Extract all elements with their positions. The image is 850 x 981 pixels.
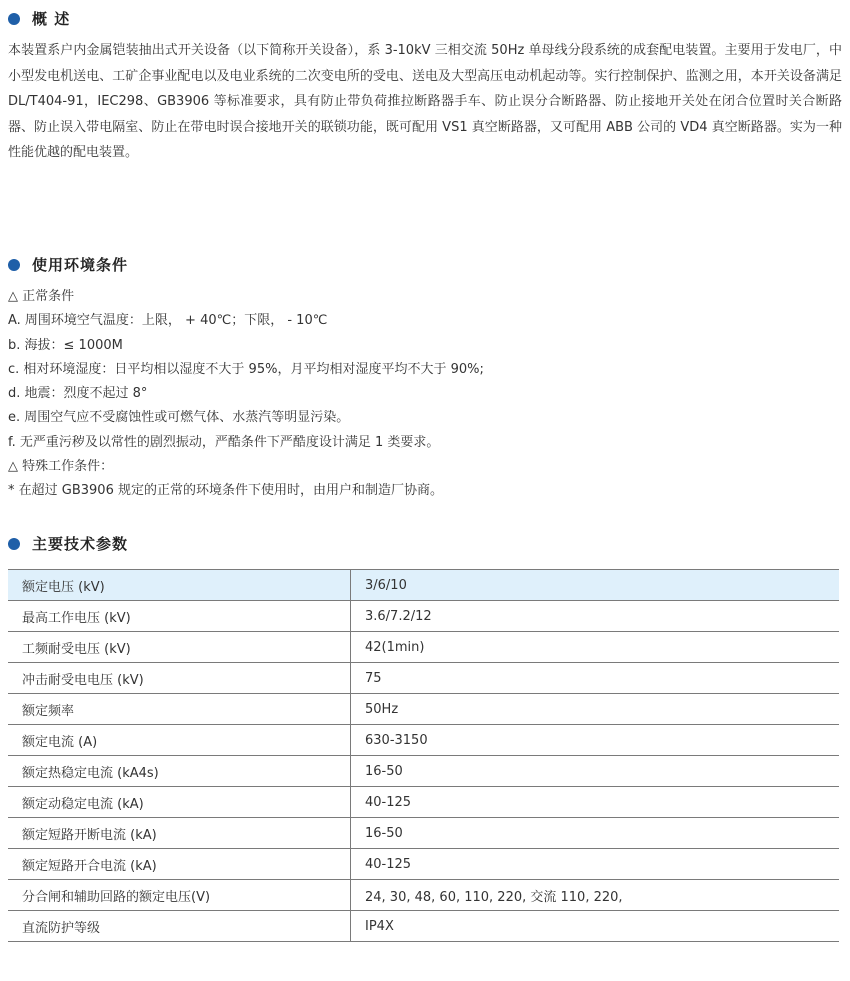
params-table <box>8 569 839 942</box>
environment-heading <box>8 254 128 275</box>
param-value: 630-3150 <box>351 725 840 756</box>
param-name: 额定电流 (A) <box>8 725 351 756</box>
param-name: 额定短路开断电流 (kA) <box>8 818 351 849</box>
table-row <box>8 818 839 849</box>
param-name: 额定短路开合电流 (kA) <box>8 849 351 880</box>
table-row <box>8 601 839 632</box>
overview-paragraph: 本装置系户内金属铠装抽出式开关设备（以下简称开关设备），系 3-10kV 三相交流 50Hz 单母线分段系统的成套配电装置。主要用于发电厂，中小型发电机送电、工矿企事业配电以及电业系统的二次变电所的受电、送电及大型高压电动机起动等。实行控制保护、监测之用，本开关设备满足 DL/T404-91，IEC298、GB3906 等标准要求，具有防止带负荷推拉断路器手车、防止误分合断路器、防止接地开关处在闭合位置时关合断路器、防止误入带电隔室、防止在带电时误合接地开关的联锁功能，既可配用 VS1 真空断路器，又可配用 ABB 公司的 VD4 真空断路器。实为一种性能优越的配电装置。 <box>8 43 842 161</box>
param-name: 额定频率 <box>8 694 351 725</box>
param-name: 最高工作电压 (kV) <box>8 601 351 632</box>
param-value: 16-50 <box>351 756 840 787</box>
blue-dot-icon <box>8 13 20 25</box>
list-item: f. 无严重污秽及以常性的剧烈振动，严酷条件下严酷度设计满足 1 类要求。 <box>8 434 440 450</box>
table-row <box>8 756 839 787</box>
params-heading <box>8 533 128 554</box>
list-item: △ 正常条件 <box>8 289 75 304</box>
param-name: 额定动稳定电流 (kA) <box>8 787 351 818</box>
list-item: * 在超过 GB3906 规定的正常的环境条件下使用时，由用户和制造厂协商。 <box>8 483 443 499</box>
overview-heading <box>8 8 70 29</box>
param-value: 40-125 <box>351 787 840 818</box>
table-row <box>8 880 839 911</box>
param-name: 直流防护等级 <box>8 911 351 942</box>
table-row <box>8 725 839 756</box>
environment-title: 使用环境条件 <box>32 256 129 274</box>
table-row <box>8 787 839 818</box>
list-item: A. 周围环境空气温度：上限， + 40℃；下限， - 10℃ <box>8 313 328 329</box>
param-name: 分合闸和辅助回路的额定电压(V) <box>8 880 351 911</box>
overview-title: 概 述 <box>32 10 71 28</box>
table-row <box>8 694 839 725</box>
param-name: 额定电压 (kV) <box>8 570 351 601</box>
blue-dot-icon <box>8 538 20 550</box>
params-title: 主要技术参数 <box>32 535 129 553</box>
param-value: 50Hz <box>351 694 840 725</box>
table-row <box>8 570 839 601</box>
param-name: 冲击耐受电电压 (kV) <box>8 663 351 694</box>
list-item: △ 特殊工作条件： <box>8 459 114 475</box>
table-row <box>8 911 839 942</box>
table-row <box>8 849 839 880</box>
param-value: IP4X <box>351 911 840 942</box>
param-name: 额定热稳定电流 (kA4s) <box>8 756 351 787</box>
param-value: 24, 30, 48, 60, 110, 220, 交流 110, 220, <box>351 880 840 911</box>
table-row <box>8 663 839 694</box>
list-item: c. 相对环境湿度：日平均相以湿度不大于 95%，月平均相对湿度平均不大于 90%; <box>8 361 484 377</box>
list-item: e. 周围空气应不受腐蚀性或可燃气体、水蒸汽等明显污染。 <box>8 410 350 426</box>
param-value: 3/6/10 <box>351 570 840 601</box>
list-item: d. 地震：烈度不起过 8° <box>8 386 148 402</box>
blue-dot-icon <box>8 259 20 271</box>
param-value: 3.6/7.2/12 <box>351 601 840 632</box>
param-value: 75 <box>351 663 840 694</box>
table-row <box>8 632 839 663</box>
environment-conditions-list <box>8 285 842 504</box>
list-item: b. 海拔：≤ 1000M <box>8 337 123 353</box>
param-name: 工频耐受电压 (kV) <box>8 632 351 663</box>
param-value: 40-125 <box>351 849 840 880</box>
param-value: 16-50 <box>351 818 840 849</box>
param-value: 42(1min) <box>351 632 840 663</box>
